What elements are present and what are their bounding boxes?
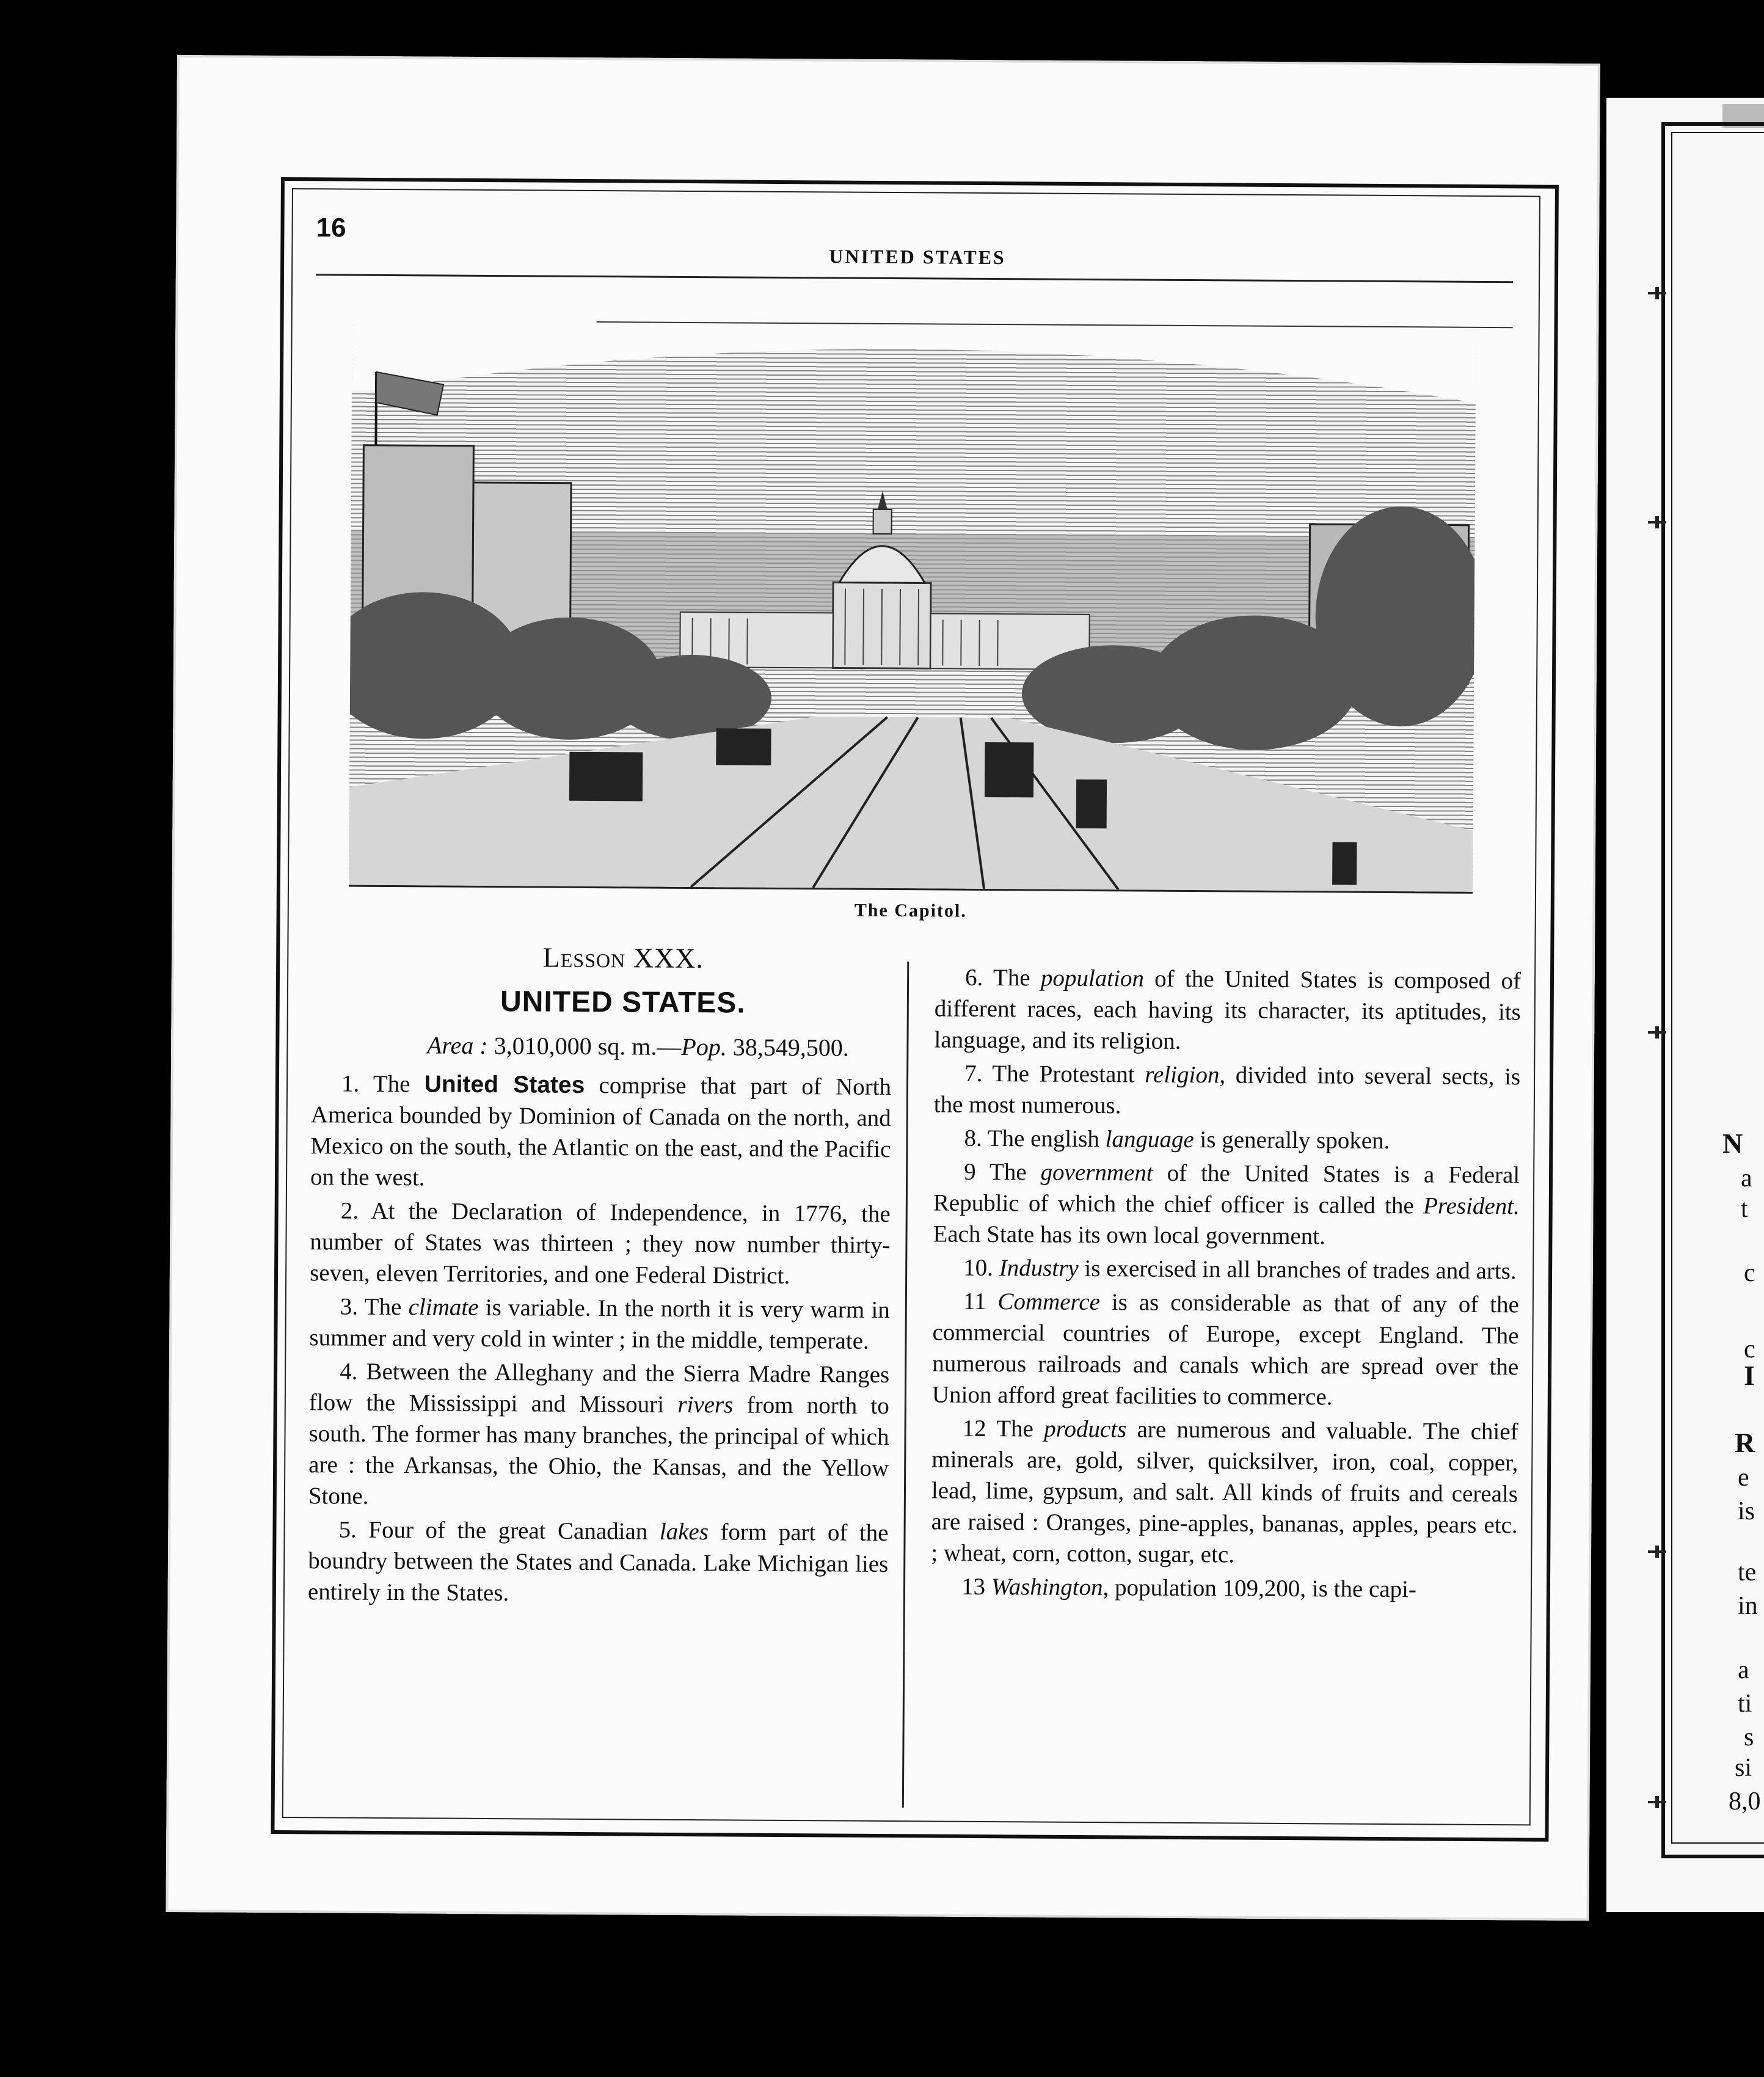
- next-page-fragment: c: [1744, 1259, 1755, 1287]
- next-page-fragment: in: [1738, 1592, 1758, 1620]
- running-head: UNITED STATES: [829, 245, 1006, 269]
- next-page-fragment: e: [1738, 1464, 1749, 1492]
- next-page-fragment: 8,0: [1729, 1787, 1761, 1816]
- next-page-fragment: te: [1738, 1558, 1757, 1586]
- paragraph-7: 7. The Protestant religion, divided into several sects, is the most numerous.: [933, 1060, 1521, 1119]
- binding-stitch: [1648, 1796, 1666, 1808]
- pop-value: 38,549,500.: [732, 1033, 849, 1062]
- paragraph-1: 1. The United States comprise that part of North America bounded by Dominion of Canada on the north, and Mexico on the south, the Atlantic on the east, and the Pacific on the west.: [310, 1070, 892, 1191]
- pop-label: Pop.: [681, 1032, 727, 1061]
- binding-stitch: [1648, 287, 1666, 299]
- right-column: [931, 962, 1521, 1608]
- paragraph-6: 6. The population of the United States is composed of different races, each having its character, its aptitudes, its language, and its religion.: [934, 964, 1522, 1054]
- binding-stitch: [1648, 1026, 1666, 1038]
- header-rule: [316, 274, 1513, 283]
- area-value: 3,010,000 sq. m.: [494, 1032, 657, 1060]
- area-label: Area :: [426, 1031, 488, 1059]
- lesson-number: Lesson XXX.: [542, 941, 704, 974]
- column-divider: [902, 962, 909, 1808]
- next-page-fragment: a: [1741, 1164, 1752, 1192]
- paragraph-13: 13 Washington, population 109,200, is the capi-: [961, 1573, 1417, 1603]
- paragraph-12: 12 The products are numerous and valuable. The chief minerals are, gold, silver, quicksilver, iron, coal, copper, lead, lime, gypsum, and salt. All kinds of fruits and cereals are raised : Oranges, pine-apples, bananas, apples, pears etc. ; wheat, corn, cotton, sugar, etc.: [931, 1415, 1518, 1568]
- paragraph-3: 3. The climate is variable. In the north it is very warm in summer and very cold in winter ; in the middle, temperate.: [309, 1293, 890, 1354]
- next-page-fragment: R: [1735, 1427, 1755, 1458]
- next-page-fragment: I: [1744, 1360, 1755, 1391]
- binding-stitch: [1648, 1546, 1666, 1558]
- paragraph-11: 11 Commerce is as considerable as that of any of the commercial countries of Europe, except England. The numerous railroads and canals which are spread over the Union afford great facilities to commerce.: [931, 1288, 1520, 1411]
- lesson-title: UNITED STATES.: [500, 985, 746, 1020]
- next-page-fragment: ti: [1738, 1690, 1752, 1718]
- left-column: [308, 1068, 891, 1613]
- capitol-engraving: [349, 323, 1476, 894]
- paragraph-9: 9 The government of the United States is a Federal Republic of which the chief officer is called the President. Each State has its own local government.: [933, 1158, 1520, 1250]
- paragraph-5: 5. Four of the great Canadian lakes form part of the boundry between the States and Canada. Lake Michigan lies entirely in the States.: [307, 1516, 889, 1607]
- next-page-fragment: c: [1744, 1335, 1755, 1363]
- page-content: [282, 188, 1538, 1823]
- next-page-fragment: s: [1744, 1723, 1754, 1751]
- paragraph-10: 10. Industry is exercised in all branches of trades and arts.: [963, 1254, 1517, 1285]
- next-page-fragment: is: [1738, 1497, 1755, 1525]
- next-page-fragment: t: [1741, 1195, 1748, 1223]
- next-page-fragment: N: [1722, 1128, 1743, 1159]
- binding-stitch: [1648, 516, 1666, 528]
- next-page-fragment: a: [1738, 1656, 1749, 1684]
- next-page-fragment: si: [1735, 1754, 1752, 1782]
- paragraph-2: 2. At the Declaration of Independence, in 1776, the number of States was thirteen ; they now number thirty-seven, eleven Territories, and one Federal District.: [310, 1197, 891, 1290]
- illustration-caption: The Capitol.: [854, 900, 967, 921]
- paragraph-4: 4. Between the Alleghany and the Sierra Madre Ranges flow the Mississippi and Missouri rivers from north to south. The former has many branches, the principal of which are : the Arkansas, the Ohio, the Kansas, and the Yellow Stone.: [308, 1358, 890, 1509]
- page-number: 16: [316, 213, 346, 243]
- paragraph-8: 8. The english language is generally spoken.: [964, 1125, 1390, 1155]
- area-population-line: Area : 3,010,000 sq. m.—Pop. 38,549,500.: [426, 1031, 849, 1062]
